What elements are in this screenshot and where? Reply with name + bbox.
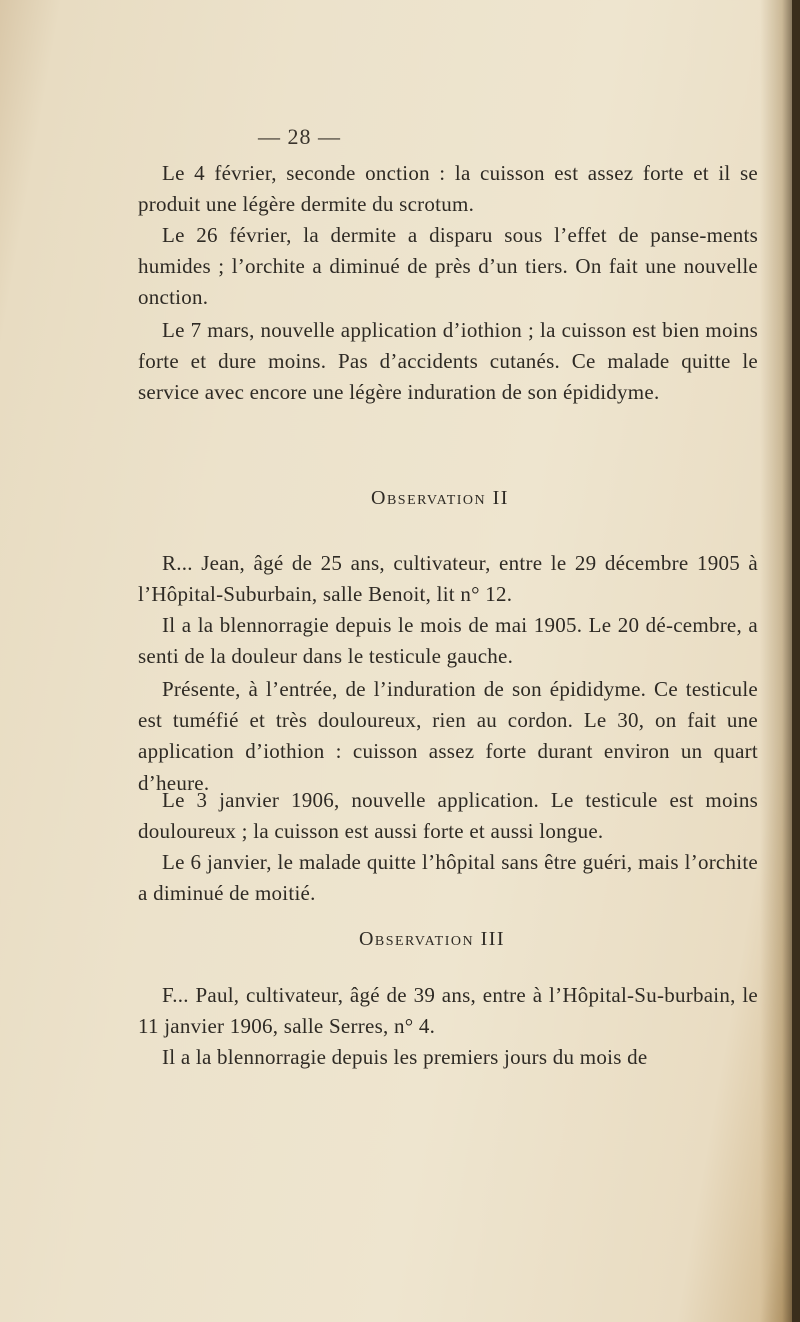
paragraph: Le 6 janvier, le malade quitte l’hôpital sans être guéri, mais l’orchite a diminué de moitié. (138, 850, 758, 906)
book-spine (792, 0, 800, 1322)
paragraph: R... Jean, âgé de 25 ans, cultivateur, entre le 29 décembre 1905 à l’Hôpital-Suburbain, salle Benoit, lit n° 12. (138, 551, 758, 607)
paragraph: Le 7 mars, nouvelle application d’iothion ; la cuisson est bien moins forte et dure moins. Pas d’accidents cutanés. Ce malade quitte le service avec encore une légère induration de son épididyme. (138, 318, 758, 405)
observation-heading: Observation II (371, 487, 509, 509)
paragraph: Il a la blennorragie depuis le mois de mai 1905. Le 20 dé-cembre, a senti de la douleur dans le testicule gauche. (138, 613, 758, 669)
paragraph: Le 3 janvier 1906, nouvelle application. Le testicule est moins douloureux ; la cuisson est aussi forte et aussi longue. (138, 788, 758, 844)
paragraph: Il a la blennorragie depuis les premiers jours du mois de (162, 1045, 648, 1069)
paragraph: F... Paul, cultivateur, âgé de 39 ans, entre à l’Hôpital-Su-burbain, le 11 janvier 1906, salle Serres, n° 4. (138, 983, 758, 1039)
paragraph: Le 4 février, seconde onction : la cuisson est assez forte et il se produit une légère dermite du scrotum. (138, 161, 758, 217)
paragraph: Présente, à l’entrée, de l’induration de son épididyme. Ce testicule est tuméfié et très douloureux, rien au cordon. Le 30, on fait une application d’iothion : cuisson assez forte durant environ un quart d’heure. (138, 677, 758, 795)
observation-heading: Observation III (358, 928, 506, 950)
paragraph: Le 26 février, la dermite a disparu sous l’effet de panse-ments humides ; l’orchite a diminué de près d’un tiers. On fait une nouvelle onction. (138, 223, 758, 310)
page-number: — 28 — (258, 124, 341, 149)
